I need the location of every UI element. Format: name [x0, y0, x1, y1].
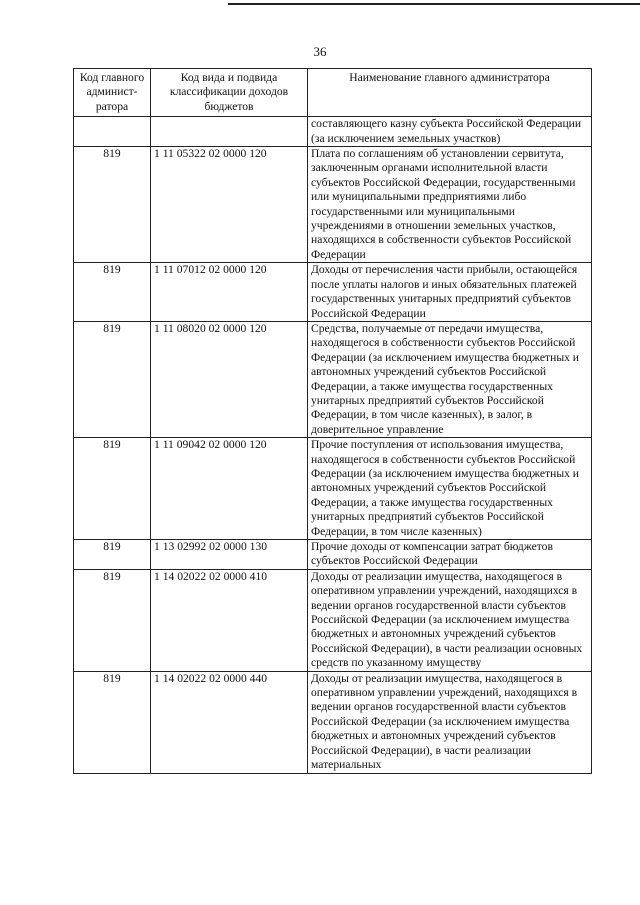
admin-name-cell: Прочие доходы от компенсации затрат бюджетов субъектов Российской Федерации — [308, 540, 592, 570]
table-row — [74, 321, 592, 437]
admin-code-cell: 819 — [74, 569, 151, 671]
page-number: 36 — [313, 44, 327, 59]
admin-code-cell: 819 — [74, 671, 151, 773]
table-body — [74, 117, 592, 773]
table-row — [74, 147, 592, 263]
revenue-code-cell: 1 13 02992 02 0000 130 — [151, 540, 308, 570]
admin-name-cell: Доходы от перечисления части прибыли, остающейся после уплаты налогов и иных обязательных платежей государственных унитарных предприятий субъектов Российской Федерации — [308, 263, 592, 322]
table-header — [74, 69, 592, 117]
revenue-code-cell: 1 11 09042 02 0000 120 — [151, 438, 308, 540]
table-row — [74, 540, 592, 570]
admin-name-cell: составляющего казну субъекта Российской Федерации (за исключением земельных участков) — [308, 117, 592, 147]
table-row — [74, 569, 592, 671]
admin-code-cell — [74, 117, 151, 147]
admin-name-cell: Доходы от реализации имущества, находящегося в оперативном управлении учреждений, находящихся в ведении органов государственной власти субъектов Российской Федерации (за исключением имущества бюджетных и автономных учреждений субъектов Российской Федерации), в части реализации основных средств по указанному имуществу — [308, 569, 592, 671]
revenue-code-cell: 1 11 05322 02 0000 120 — [151, 147, 308, 263]
header-row — [74, 69, 592, 117]
top-rule — [228, 3, 640, 5]
admin-code-cell: 819 — [74, 321, 151, 437]
revenue-code-cell: 1 14 02022 02 0000 410 — [151, 569, 308, 671]
admin-name-cell: Доходы от реализации имущества, находящегося в оперативном управлении учреждений, находящихся в ведении органов государственной власти субъектов Российской Федерации (за исключением имущества бюджетных и автономных учреждений субъектов Российской Федерации), в части реализации материальных — [308, 671, 592, 773]
table-row — [74, 438, 592, 540]
table-row — [74, 117, 592, 147]
admin-code-cell: 819 — [74, 540, 151, 570]
admin-code-cell: 819 — [74, 438, 151, 540]
header-admin-code: Код главного админист-ратора — [74, 69, 151, 117]
admin-code-cell: 819 — [74, 263, 151, 322]
admin-name-cell: Прочие поступления от использования имущества, находящегося в собственности субъектов Российской Федерации (за исключением имущества бюджетных и автономных учреждений субъектов Российской Федерации, а также имущества государственных унитарных предприятий субъектов Российской Федерации, в том числе казенных) — [308, 438, 592, 540]
admin-code-cell: 819 — [74, 147, 151, 263]
revenue-admin-table — [73, 68, 592, 774]
admin-name-cell: Плата по соглашениям об установлении сервитута, заключенным органами исполнительной власти субъектов Российской Федерации, государственными или муниципальными предприятиями либо государственными или муниципальными учреждениями в отношении земельных участков, находящихся в собственности субъектов Российской Федерации — [308, 147, 592, 263]
table-row — [74, 263, 592, 322]
revenue-code-cell — [151, 117, 308, 147]
revenue-code-cell: 1 11 07012 02 0000 120 — [151, 263, 308, 322]
header-revenue-code: Код вида и подвида классификации доходов бюджетов — [151, 69, 308, 117]
revenue-code-cell: 1 14 02022 02 0000 440 — [151, 671, 308, 773]
admin-name-cell: Средства, получаемые от передачи имущества, находящегося в собственности субъектов Российской Федерации (за исключением имущества бюджетных и автономных учреждений субъектов Российской Федерации, а также имущества государственных унитарных предприятий субъектов Российской Федерации, в том числе казенных), в залог, в доверительное управление — [308, 321, 592, 437]
table-row — [74, 671, 592, 773]
header-admin-name: Наименование главного администратора — [308, 69, 592, 117]
revenue-code-cell: 1 11 08020 02 0000 120 — [151, 321, 308, 437]
